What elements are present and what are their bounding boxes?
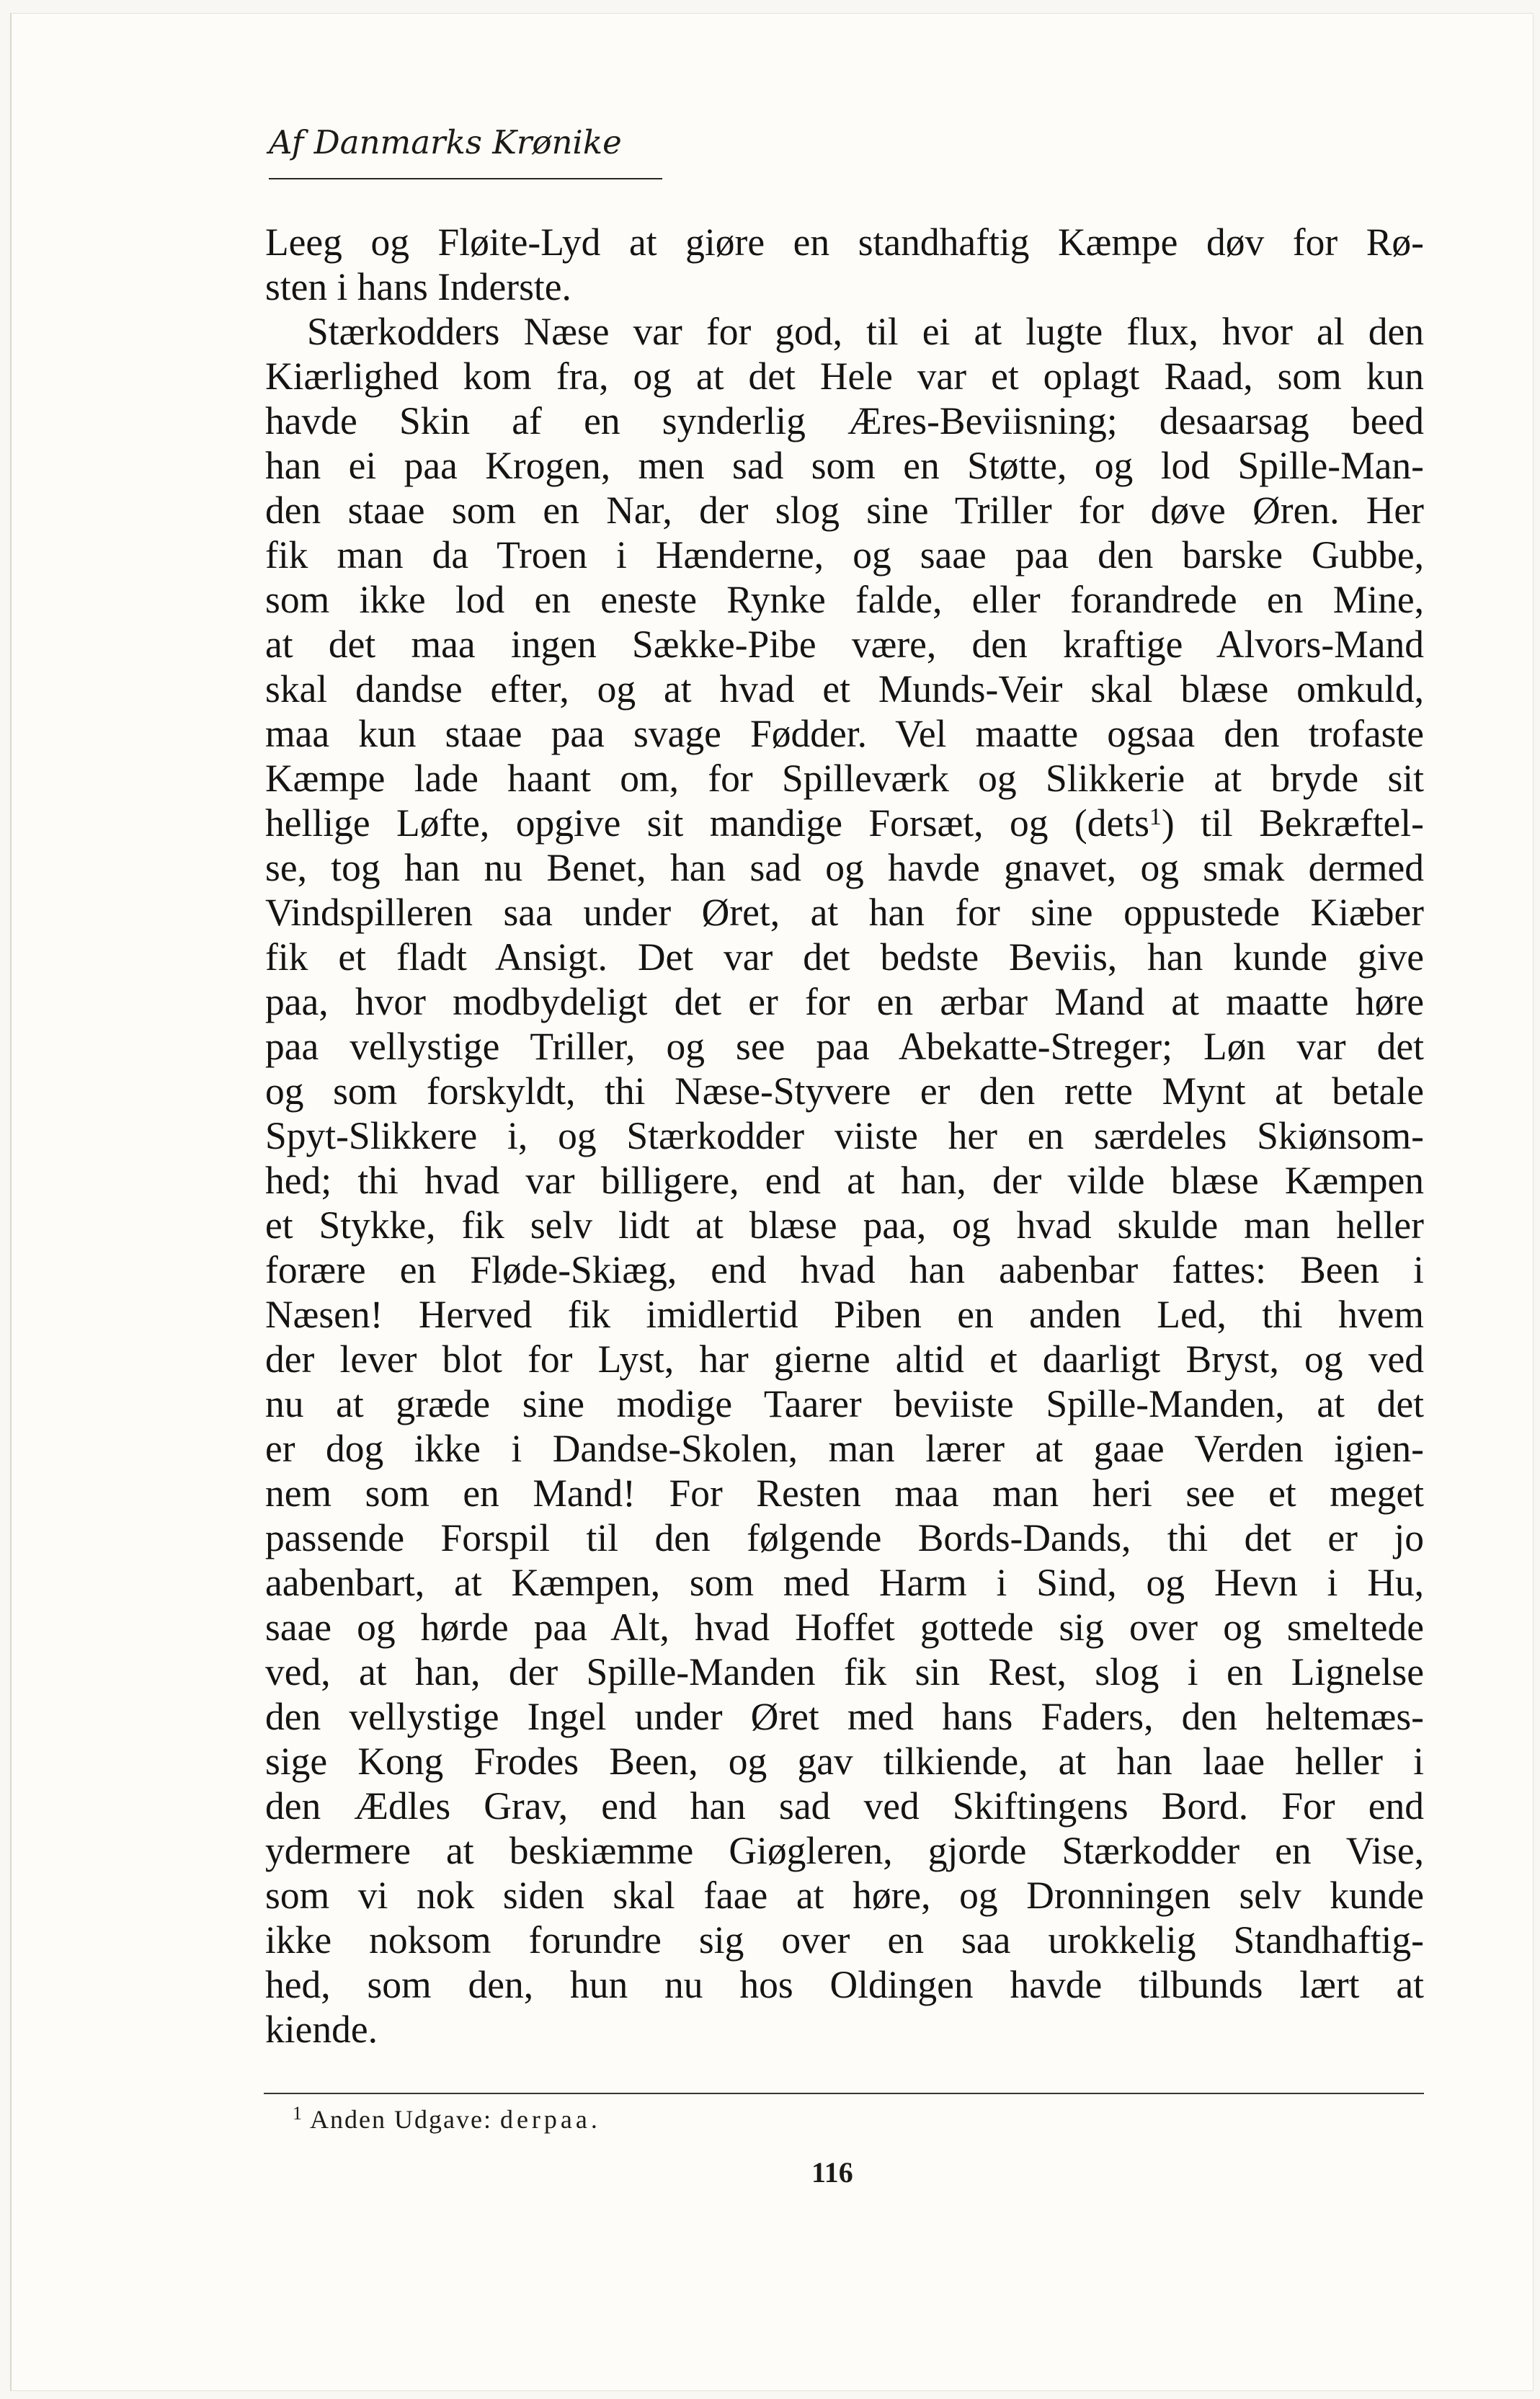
text-line-12: maa kun staae paa svage Fødder. Vel maatte ogsaa den trofaste bbox=[265, 712, 1424, 755]
text-line-23: et Stykke, fik selv lidt at blæse paa, og hvad skulde man heller bbox=[265, 1203, 1424, 1247]
text-line-15: se, tog han nu Benet, han sad og havde gnavet, og smak dermed bbox=[265, 846, 1424, 889]
text-line-29: nem som en Mand! For Resten maa man heri see et meget bbox=[265, 1472, 1424, 1515]
footnote-reference: 1 bbox=[1149, 804, 1162, 830]
text-line-16: Vindspilleren saa under Øret, at han for sine oppustede Kiæber bbox=[265, 891, 1424, 934]
text-line-10: at det maa ingen Sække-Pibe være, den kraftige Alvors-Mand bbox=[265, 623, 1424, 666]
footnote bbox=[293, 2104, 601, 2135]
text-line-5: havde Skin af en synderlig Æres-Beviisning; desaarsag beed bbox=[265, 399, 1424, 442]
text-line-17: fik et fladt Ansigt. Det var det bedste Beviis, han kunde give bbox=[265, 935, 1424, 979]
text-line-35: sige Kong Frodes Been, og gav tilkiende, at han laae heller i bbox=[265, 1740, 1424, 1783]
footnote-rule bbox=[264, 2093, 1424, 2094]
footnote-label: Anden Udgave: bbox=[310, 2105, 492, 2134]
text-line-3: Stærkodders Næse var for god, til ei at lugte flux, hvor al den bbox=[307, 310, 1424, 353]
running-head-rule bbox=[269, 178, 662, 179]
text-line-39: ikke noksom forundre sig over en saa urokkelig Standhaftig- bbox=[265, 1918, 1424, 1962]
text-line-28: er dog ikke i Dandse-Skolen, man lærer at gaae Verden igien- bbox=[265, 1427, 1424, 1470]
text-line-24: forære en Fløde-Skiæg, end hvad han aabenbar fattes: Been i bbox=[265, 1248, 1424, 1291]
text-line-41: kiende. bbox=[265, 2008, 378, 2051]
text-line-22: hed; thi hvad var billigere, end at han, der vilde blæse Kæmpen bbox=[265, 1159, 1424, 1202]
running-head: Af Danmarks Krønike bbox=[269, 123, 622, 161]
book-page bbox=[10, 13, 1534, 2391]
text-line-32: saae og hørde paa Alt, hvad Hoffet gottede sig over og smeltede bbox=[265, 1606, 1424, 1649]
text-line-7: den staae som en Nar, der slog sine Triller for døve Øren. Her bbox=[265, 489, 1424, 532]
footnote-text: derpaa. bbox=[499, 2105, 601, 2134]
text-line-14 bbox=[265, 801, 1424, 851]
text-line-33: ved, at han, der Spille-Manden fik sin Rest, slog i en Lignelse bbox=[265, 1650, 1424, 1693]
text-line-13: Kæmpe lade haant om, for Spilleværk og Slikkerie at bryde sit bbox=[265, 757, 1424, 800]
text-line-18: paa, hvor modbydeligt det er for en ærbar Mand at maatte høre bbox=[265, 980, 1424, 1023]
text-line-37: ydermere at beskiæmme Giøgleren, gjorde Stærkodder en Vise, bbox=[265, 1829, 1424, 1872]
text-line-9: som ikke lod en eneste Rynke falde, eller forandrede en Mine, bbox=[265, 578, 1424, 621]
text-line-20: og som forskyldt, thi Næse-Styvere er den rette Mynt at betale bbox=[265, 1069, 1424, 1113]
text-line-1: Leeg og Fløite-Lyd at giøre en standhaftig Kæmpe døv for Rø- bbox=[265, 221, 1424, 264]
text-line-31: aabenbart, at Kæmpen, som med Harm i Sind, og Hevn i Hu, bbox=[265, 1561, 1424, 1604]
text-line-36: den Ædles Grav, end han sad ved Skiftingens Bord. For end bbox=[265, 1784, 1424, 1828]
text-line-27: nu at græde sine modige Taarer beviiste Spille-Manden, at det bbox=[265, 1382, 1424, 1425]
text-line-30: passende Forspil til den følgende Bords-Dands, thi det er jo bbox=[265, 1516, 1424, 1559]
text-line-26: der lever blot for Lyst, har gierne altid et daarligt Bryst, og ved bbox=[265, 1338, 1424, 1381]
text-line-21: Spyt-Slikkere i, og Stærkodder viiste her en særdeles Skiønsom- bbox=[265, 1114, 1424, 1157]
text-line-14-start: hellige Løfte, opgive sit mandige Forsæt, og (dets bbox=[265, 801, 1149, 845]
text-line-40: hed, som den, hun nu hos Oldingen havde tilbunds lært at bbox=[265, 1963, 1424, 2006]
text-line-6: han ei paa Krogen, men sad som en Støtte, og lod Spille-Man- bbox=[265, 444, 1424, 487]
text-line-19: paa vellystige Triller, og see paa Abekatte-Streger; Løn var det bbox=[265, 1025, 1424, 1068]
text-line-25: Næsen! Herved fik imidlertid Piben en anden Led, thi hvem bbox=[265, 1293, 1424, 1336]
text-line-2: sten i hans Inderste. bbox=[265, 265, 571, 308]
footnote-marker: 1 bbox=[293, 2103, 303, 2124]
text-line-38: som vi nok siden skal faae at høre, og Dronningen selv kunde bbox=[265, 1874, 1424, 1917]
text-line-14-end: ) til Bekræftel- bbox=[1161, 801, 1424, 845]
text-line-4: Kiærlighed kom fra, og at det Hele var et oplagt Raad, som kun bbox=[265, 355, 1424, 398]
text-line-8: fik man da Troen i Hænderne, og saae paa den barske Gubbe, bbox=[265, 533, 1424, 577]
page-number: 116 bbox=[811, 2156, 853, 2189]
text-line-11: skal dandse efter, og at hvad et Munds-Veir skal blæse omkuld, bbox=[265, 667, 1424, 711]
text-line-34: den vellystige Ingel under Øret med hans Faders, den heltemæs- bbox=[265, 1695, 1424, 1738]
